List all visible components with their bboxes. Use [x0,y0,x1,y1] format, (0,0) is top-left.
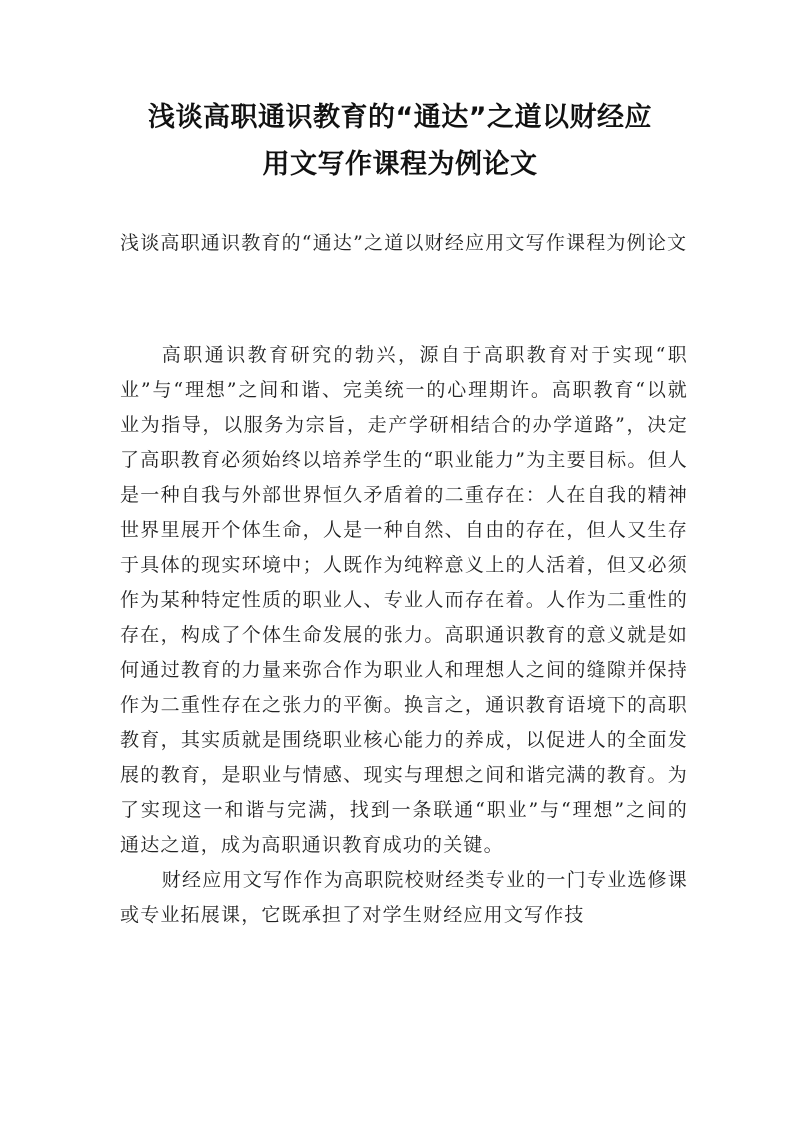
body-paragraph-2: 财经应用文写作作为高职院校财经类专业的一门专业选修课或专业拓展课，它既承担了对学生财经应用文写作技 [120,869,688,926]
title-line-1: 浅谈高职通识教育的“通达”之道以财经应 [148,102,652,133]
body-paragraph-1: 高职通识教育研究的勃兴，源自于高职教育对于实现“职业”与“理想”之间和谐、完美统一的心理期许。高职教育“以就业为指导，以服务为宗旨，走产学研相结合的办学道路”，决定了高职教育必须始终以培养学生的“职业能力”为主要目标。但人是一种自我与外部世界恒久矛盾着的二重存在：人在自我的精神世界里展开个体生命，人是一种自然、自由的存在，但人又生存于具体的现实环境中；人既作为纯粹意义上的人活着，但又必须作为某种特定性质的职业人、专业人而存在着。人作为二重性的存在，构成了个体生命发展的张力。高职通识教育的意义就是如何通过教育的力量来弥合作为职业人和理想人之间的缝隙并保持作为二重性存在之张力的平衡。换言之，通识教育语境下的高职教育，其实质就是围绕职业核心能力的养成，以促进人的全面发展的教育，是职业与情感、现实与理想之间和谐完满的教育。为了实现这一和谐与完满，找到一条联通“职业”与“理想”之间的通达之道，成为高职通识教育成功的关键。 [120,344,688,856]
document-subtitle: 浅谈高职通识教育的“通达”之道以财经应用文写作课程为例论文 [120,232,688,254]
document-title [100,94,700,188]
title-line-2: 用文写作课程为例论文 [262,149,538,180]
document-body [120,338,688,933]
